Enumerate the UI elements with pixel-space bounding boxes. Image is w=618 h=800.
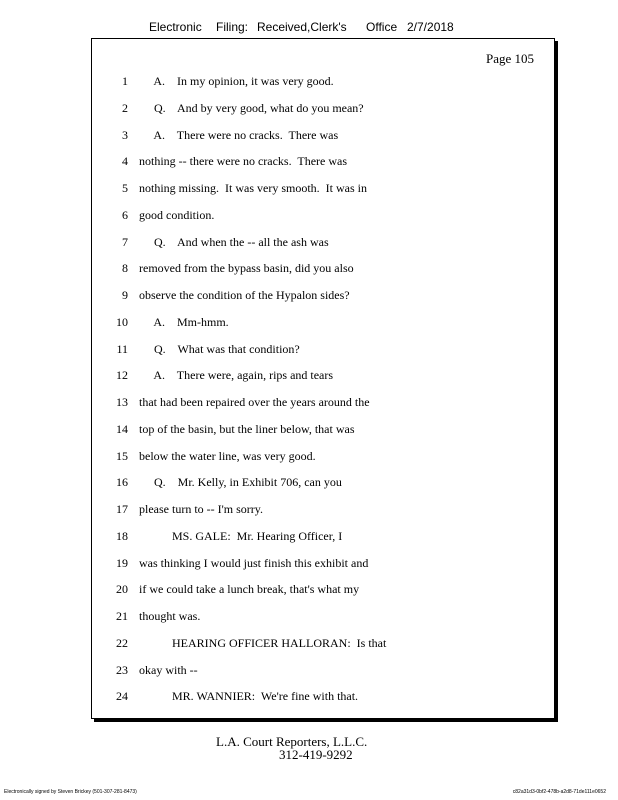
transcript-line [92, 660, 554, 680]
transcript-line [92, 178, 554, 198]
line-text: nothing missing. It was very smooth. It was in [139, 181, 367, 195]
reporter-firm-name: L.A. Court Reporters, L.L.C. [216, 734, 368, 749]
transcript-line [92, 392, 554, 412]
line-text: nothing -- there were no cracks. There was [139, 154, 348, 169]
transcript-line [92, 205, 554, 225]
transcript-line [92, 339, 554, 359]
document-hash: c82a31d3-0bf2-478b-a2d8-71de111e0652 [512, 789, 606, 795]
filing-stamp-header [0, 20, 618, 36]
line-number: 14 [116, 421, 128, 436]
line-text: if we could take a lunch break, that's what my [139, 582, 360, 597]
line-number: 12 [116, 368, 128, 383]
line-number: 23 [116, 662, 128, 677]
transcript-line [92, 526, 554, 546]
transcript-line [92, 365, 554, 385]
filing-stamp-received: Received,Clerk's [257, 20, 347, 34]
line-number: 24 [116, 689, 128, 704]
line-text: A. There were, again, rips and tears [139, 368, 334, 383]
transcript-line [92, 71, 554, 91]
transcript-line [92, 98, 554, 118]
line-number: 5 [122, 181, 128, 195]
line-number: 19 [116, 555, 128, 570]
line-number: 22 [116, 635, 128, 650]
line-text: below the water line, was very good. [139, 448, 316, 463]
reporter-phone: 312-419-9292 [279, 747, 353, 762]
filing-stamp-date: 2/7/2018 [407, 20, 454, 34]
transcript-line [92, 579, 554, 599]
transcript-line [92, 151, 554, 171]
line-text: thought was. [139, 609, 201, 623]
transcript-line [92, 633, 554, 653]
line-text: MR. WANNIER: We're fine with that. [139, 689, 359, 704]
line-number: 11 [116, 341, 128, 356]
line-text: that had been repaired over the years around the [139, 395, 370, 409]
line-text: A. There were no cracks. There was [139, 127, 339, 142]
line-number: 21 [116, 609, 128, 623]
transcript-line [92, 125, 554, 145]
transcript-line [92, 499, 554, 519]
line-number: 16 [116, 475, 128, 490]
line-text: Q. What was that condition? [139, 341, 300, 356]
line-number: 7 [122, 234, 128, 249]
filing-stamp-electronic: Electronic [149, 20, 202, 34]
line-text: A. Mm-hmm. [139, 314, 229, 329]
line-text: observe the condition of the Hypalon sides? [139, 288, 350, 302]
line-text: Q. And by very good, what do you mean? [139, 100, 364, 115]
line-text: good condition. [139, 207, 215, 222]
transcript-line [92, 606, 554, 626]
line-number: 18 [116, 528, 128, 543]
line-text: MS. GALE: Mr. Hearing Officer, I [139, 528, 343, 543]
line-number: 17 [116, 502, 128, 516]
line-text: A. In my opinion, it was very good. [139, 74, 334, 88]
line-text: removed from the bypass basin, did you also [139, 261, 354, 276]
line-text: Q. Mr. Kelly, in Exhibit 706, can you [139, 475, 342, 490]
transcript-line [92, 553, 554, 573]
transcript-line [92, 472, 554, 492]
line-text: okay with -- [139, 662, 198, 677]
filing-stamp-filing: Filing: [216, 20, 249, 34]
line-text: top of the basin, but the liner below, that was [139, 421, 355, 436]
line-number: 6 [122, 207, 128, 222]
transcript-line [92, 419, 554, 439]
line-text: please turn to -- I'm sorry. [139, 502, 264, 516]
line-number: 1 [122, 74, 128, 88]
electronic-signature: Electronically signed by Steven Brickey (501-307-281-8473) [4, 789, 137, 795]
line-number: 9 [122, 288, 128, 302]
filing-stamp-office: Office [366, 20, 398, 34]
line-number: 8 [122, 261, 128, 276]
transcript-line [92, 258, 554, 278]
line-number: 4 [122, 154, 128, 169]
transcript-line [92, 232, 554, 252]
line-number: 13 [116, 395, 128, 409]
transcript-line [92, 285, 554, 305]
transcript-line [92, 312, 554, 332]
transcript-line [92, 446, 554, 466]
line-number: 20 [116, 582, 128, 597]
line-number: 15 [116, 448, 128, 463]
transcript-line [92, 686, 554, 706]
transcript-page [91, 38, 555, 719]
line-text: Q. And when the -- all the ash was [139, 234, 329, 249]
line-text: was thinking I would just finish this exhibit and [139, 555, 369, 570]
page-number: Page 105 [485, 51, 534, 66]
line-number: 10 [116, 314, 128, 329]
line-number: 2 [122, 100, 128, 115]
line-text: HEARING OFFICER HALLORAN: Is that [139, 635, 387, 650]
line-number: 3 [122, 127, 128, 142]
